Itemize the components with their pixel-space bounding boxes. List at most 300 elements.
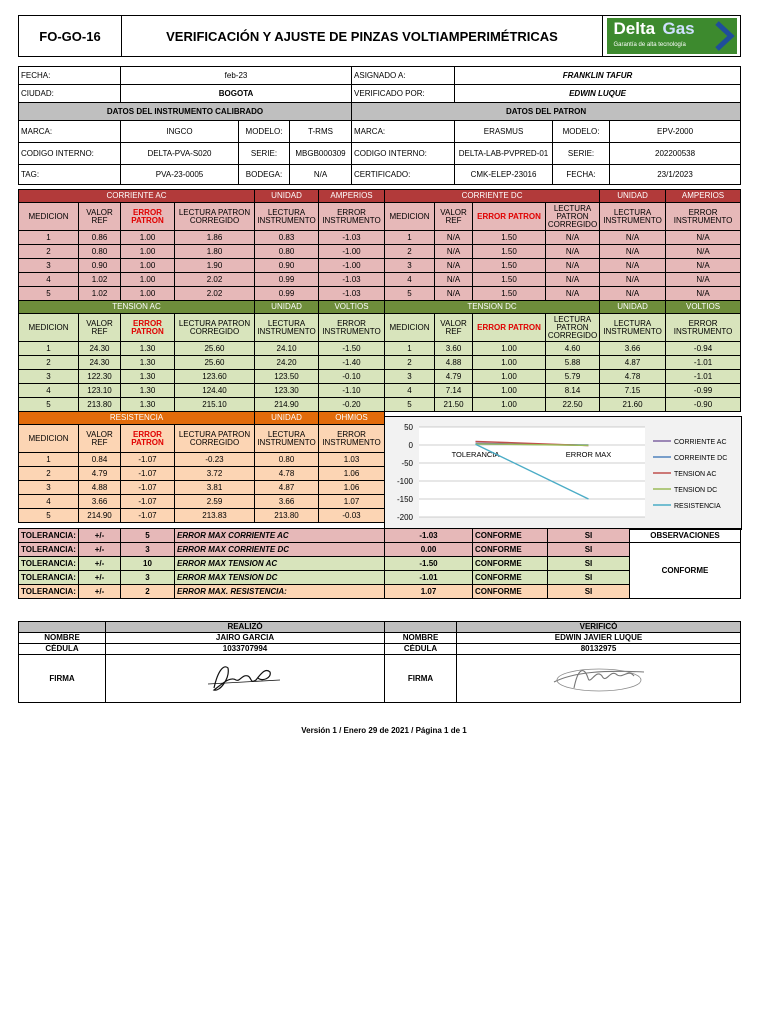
tension-left-row-1-cell: 25.60 [175,342,255,356]
corriente-left-row-2-cell: 1.00 [121,245,175,259]
marca-value: INGCO [121,121,239,143]
codigo-patron-label: CODIGO INTERNO: [352,143,455,165]
resistencia-left-row-5-cell: -1.07 [121,509,175,523]
resistencia-left-row-2-cell: -1.07 [121,467,175,481]
resistencia-left-row-2-cell: 3.72 [175,467,255,481]
corriente-right-row-4-cell: N/A [546,273,600,287]
modelo-value: T-RMS [290,121,352,143]
tension-right-row-2-cell: 4.88 [435,356,473,370]
corriente-right-row-2-cell: N/A [435,245,473,259]
company-logo [603,16,741,57]
tension-right-col-lectura_inst: LECTURA INSTRUMENTO [600,314,666,342]
tension-left-row-4-cell: 1.30 [121,384,175,398]
corriente-right-row-3-cell: N/A [666,259,741,273]
tolerance-value: 5 [121,529,175,543]
resistencia-left-row-4-cell: 2.59 [175,495,255,509]
corriente-right-row-2-cell: N/A [600,245,666,259]
tension-left-row-4-cell: 123.30 [255,384,319,398]
tension-right-col-error_patron: ERROR PATRON [473,314,546,342]
error-chart [384,416,742,530]
corriente-left-header: CORRIENTE AC [19,190,255,203]
resistencia-left-row-5-cell: -0.03 [319,509,385,523]
tolerance-description: ERROR MAX CORRIENTE DC [175,543,385,557]
tension-left-row-3-cell: 123.60 [175,370,255,384]
tolerance-conforme-label: CONFORME [473,529,548,543]
tension-left-row-5-cell: 214.90 [255,398,319,412]
tension-left-row-5-cell: 215.10 [175,398,255,412]
chart-ytick-label: -200 [396,513,413,522]
tolerance-si: SI [548,543,630,557]
tension-left-row-2-cell: -1.40 [319,356,385,370]
tension-left-row-4-cell: 124.40 [175,384,255,398]
signature-table [18,621,741,703]
corriente-left-row-3-cell: 1.90 [175,259,255,273]
tension-right-row-4-cell: 7.15 [600,384,666,398]
tension-right-row-1-cell: 1 [385,342,435,356]
tension-right-row-5-cell: 21.50 [435,398,473,412]
logo-slogan: Garantía de alta tecnología [613,42,686,48]
tension-left-row-3-cell: 1.30 [121,370,175,384]
tension-left-row-1-cell: 24.30 [79,342,121,356]
tension-left-row-5-cell: 213.80 [79,398,121,412]
resistencia-left-row-4-cell: 3.66 [79,495,121,509]
corriente-left-col-lectura_patron: LECTURA PATRON CORREGIDO [175,203,255,231]
resistencia-left-row-1-cell: 1.03 [319,453,385,467]
corriente-right-row-5-cell: N/A [546,287,600,301]
tension-left-row-2-cell: 24.20 [255,356,319,370]
certificado-value: CMK-ELEP-23016 [455,165,553,185]
bodega-value: N/A [290,165,352,185]
tension-left-row-1-cell: 24.10 [255,342,319,356]
marca-patron-label: MARCA: [352,121,455,143]
resistencia-left-col-error_inst: ERROR INSTRUMENTO [319,425,385,453]
chart-category-label: TOLERANCIA [451,450,500,459]
resistencia-left-row-4-cell: -1.07 [121,495,175,509]
corriente-right-row-1-cell: 1 [385,231,435,245]
tension-left-row-2-cell: 1.30 [121,356,175,370]
nombre-value-2: EDWIN JAVIER LUQUE [457,633,741,644]
chart-ytick-label: 50 [404,423,413,432]
tolerance-conforme-label: CONFORME [473,543,548,557]
tolerance-si: SI [548,529,630,543]
chart-legend-label: TENSION DC [674,487,718,494]
modelo-label: MODELO: [239,121,290,143]
tolerance-label: TOLERANCIA: [19,529,79,543]
fecha-value: feb-23 [121,67,352,85]
signature-image-2 [544,658,654,698]
tension-right-col-lectura_patron: LECTURA PATRON CORREGIDO [546,314,600,342]
resistencia-left-row-1-cell: -0.23 [175,453,255,467]
tension-right-row-5-cell: 21.60 [600,398,666,412]
tension-right-row-3-cell: -1.01 [666,370,741,384]
tension-left-header: TENSION AC [19,301,255,314]
tension-left-row-1-cell: 1 [19,342,79,356]
tension-right-row-1-cell: -0.94 [666,342,741,356]
firma-signature-1 [106,655,385,703]
corriente-right-row-5-cell: N/A [666,287,741,301]
certificado-label: CERTIFICADO: [352,165,455,185]
chart-legend-label: CORRIENTE AC [674,439,727,446]
modelo-patron-value: EPV-2000 [610,121,741,143]
realizo-header: REALIZÓ [106,622,385,633]
tension-left-row-4-cell: 123.10 [79,384,121,398]
chart-svg [385,417,741,529]
corriente-right-row-5-cell: N/A [435,287,473,301]
tension-right-row-1-cell: 1.00 [473,342,546,356]
ciudad-label: CIUDAD: [19,85,121,103]
tolerance-label: TOLERANCIA: [19,585,79,599]
tolerance-value: 10 [121,557,175,571]
asignado-value: FRANKLIN TAFUR [455,67,741,85]
tension-left-col-error_inst: ERROR INSTRUMENTO [319,314,385,342]
tension-right-row-4-cell: -0.99 [666,384,741,398]
corriente-right-row-1-cell: 1.50 [473,231,546,245]
corriente-left-row-2-cell: 1.80 [175,245,255,259]
corriente-right-col-valor_ref: VALOR REF [435,203,473,231]
serie-patron-value: 202200538 [610,143,741,165]
tension-right-row-5-cell: -0.90 [666,398,741,412]
tension-left-col-error_patron: ERROR PATRON [121,314,175,342]
corriente-left-row-1-cell: 0.83 [255,231,319,245]
firma-signature-2 [457,655,741,703]
tension-right-row-4-cell: 1.00 [473,384,546,398]
tolerance-value: 2 [121,585,175,599]
corriente-right-row-2-cell: N/A [546,245,600,259]
tag-value: PVA-23-0005 [121,165,239,185]
tension-left-row-5-cell: -0.20 [319,398,385,412]
tension-unit-right: VOLTIOS [666,301,741,314]
marca-patron-value: ERASMUS [455,121,553,143]
tension-right-row-4-cell: 8.14 [546,384,600,398]
logo-text-gas: Gas [662,19,695,38]
corriente-left-row-3-cell: 0.90 [79,259,121,273]
tolerance-plusminus: +/- [79,585,121,599]
resistencia-left-row-3-cell: 3 [19,481,79,495]
chart-ytick-label: -150 [396,495,413,504]
corriente-left-row-4-cell: 0.99 [255,273,319,287]
resistencia-left-row-3-cell: 1.06 [319,481,385,495]
tension-left-row-1-cell: -1.50 [319,342,385,356]
tension-left-row-2-cell: 24.30 [79,356,121,370]
tension-left-row-3-cell: 123.50 [255,370,319,384]
tension-unidad-label: UNIDAD [255,301,319,314]
tension-right-row-2-cell: 1.00 [473,356,546,370]
tension-left-row-4-cell: 4 [19,384,79,398]
page-footer: Versión 1 / Enero 29 de 2021 / Página 1 de 1 [301,726,467,735]
resistencia-left-row-3-cell: 3.81 [175,481,255,495]
corriente-left-row-3-cell: 1.00 [121,259,175,273]
ciudad-value: BOGOTA [121,85,352,103]
tolerance-error-max: 0.00 [385,543,473,557]
tension-left-col-lectura_patron: LECTURA PATRON CORREGIDO [175,314,255,342]
resistencia-left-header: RESISTENCIA [19,412,255,425]
corriente-unidad-label: UNIDAD [255,190,319,203]
tension-right-col-medicion: MEDICION [385,314,435,342]
tolerance-plusminus: +/- [79,557,121,571]
corriente-right-row-3-cell: N/A [435,259,473,273]
resistencia-left-row-3-cell: -1.07 [121,481,175,495]
tolerance-error-max: 1.07 [385,585,473,599]
datos-instrumento-header: DATOS DEL INSTRUMENTO CALIBRADO [19,103,352,121]
codigo-value: DELTA-PVA-S020 [121,143,239,165]
tolerance-plusminus: +/- [79,529,121,543]
form-code: FO-GO-16 [19,16,122,57]
corriente-right-row-1-cell: N/A [435,231,473,245]
corriente-right-row-4-cell: N/A [435,273,473,287]
datos-patron-header: DATOS DEL PATRON [352,103,741,121]
tension-unit-left: VOLTIOS [319,301,385,314]
corriente-right-row-2-cell: 2 [385,245,435,259]
resistencia-left-row-2-cell: 1.06 [319,467,385,481]
resistencia-left-row-5-cell: 214.90 [79,509,121,523]
corriente-left-row-2-cell: -1.00 [319,245,385,259]
tension-right-row-1-cell: 3.66 [600,342,666,356]
tension-left-row-3-cell: 3 [19,370,79,384]
corriente-right-row-2-cell: 1.50 [473,245,546,259]
resistencia-left-row-1-cell: 0.80 [255,453,319,467]
nombre-label-1: NOMBRE [19,633,106,644]
tension-left-row-4-cell: -1.10 [319,384,385,398]
corriente-left-row-5-cell: 5 [19,287,79,301]
chart-legend-label: TENSION AC [674,471,717,478]
tolerance-conforme-label: CONFORME [473,571,548,585]
tolerance-label: TOLERANCIA: [19,557,79,571]
nombre-label-2: NOMBRE [385,633,457,644]
tolerance-plusminus: +/- [79,543,121,557]
tension-right-row-5-cell: 1.00 [473,398,546,412]
resistencia-left-row-1-cell: 0.84 [79,453,121,467]
corriente-left-row-5-cell: -1.03 [319,287,385,301]
tension-left-row-5-cell: 5 [19,398,79,412]
resistencia-left-row-4-cell: 4 [19,495,79,509]
corriente-left-row-1-cell: 1.86 [175,231,255,245]
firma-label-1: FIRMA [19,655,106,703]
bodega-label: BODEGA: [239,165,290,185]
tolerance-value: 3 [121,543,175,557]
resistencia-left-row-1-cell: -1.07 [121,453,175,467]
tolerance-plusminus: +/- [79,571,121,585]
tension-right-row-2-cell: 5.88 [546,356,600,370]
corriente-right-row-3-cell: N/A [546,259,600,273]
fecha-patron-value: 23/1/2023 [610,165,741,185]
corriente-left-row-1-cell: 1.00 [121,231,175,245]
tension-right-row-3-cell: 5.79 [546,370,600,384]
corriente-left-row-3-cell: 3 [19,259,79,273]
corriente-left-row-3-cell: -1.00 [319,259,385,273]
corriente-right-row-4-cell: N/A [666,273,741,287]
cedula-label-2: CÉDULA [385,644,457,655]
tolerance-error-max: -1.03 [385,529,473,543]
serie-patron-label: SERIE: [553,143,610,165]
corriente-unidad-label-right: UNIDAD [600,190,666,203]
nombre-value-1: JAIRO GARCIA [106,633,385,644]
resistencia-left-row-2-cell: 2 [19,467,79,481]
tolerance-si: SI [548,571,630,585]
codigo-label: CODIGO INTERNO: [19,143,121,165]
corriente-left-col-valor_ref: VALOR REF [79,203,121,231]
tension-right-row-5-cell: 5 [385,398,435,412]
corriente-right-row-4-cell: 1.50 [473,273,546,287]
tension-right-row-4-cell: 7.14 [435,384,473,398]
corriente-right-row-3-cell: 3 [385,259,435,273]
resistencia-left-col-error_patron: ERROR PATRON [121,425,175,453]
corriente-left-row-4-cell: 1.00 [121,273,175,287]
resistencia-left-row-3-cell: 4.87 [255,481,319,495]
resistencia-left-row-4-cell: 3.66 [255,495,319,509]
resistencia-unit-left: OHMIOS [319,412,385,425]
tension-left-col-valor_ref: VALOR REF [79,314,121,342]
tolerance-conforme-label: CONFORME [473,557,548,571]
logo-arrow-icon [713,21,735,51]
corriente-unit-left: AMPERIOS [319,190,385,203]
tension-right-col-valor_ref: VALOR REF [435,314,473,342]
serie-value: MBGB000309 [290,143,352,165]
corriente-right-row-4-cell: 4 [385,273,435,287]
corriente-right-col-medicion: MEDICION [385,203,435,231]
chart-ytick-label: 0 [408,441,413,450]
tension-left-row-1-cell: 1.30 [121,342,175,356]
corriente-left-row-5-cell: 0.99 [255,287,319,301]
tolerance-si: SI [548,557,630,571]
tension-left-col-medicion: MEDICION [19,314,79,342]
corriente-right-row-5-cell: N/A [600,287,666,301]
corriente-unit-right: AMPERIOS [666,190,741,203]
tension-right-col-error_inst: ERROR INSTRUMENTO [666,314,741,342]
resistencia-left-col-medicion: MEDICION [19,425,79,453]
corriente-left-col-lectura_inst: LECTURA INSTRUMENTO [255,203,319,231]
firma-label-2: FIRMA [385,655,457,703]
tension-left-col-lectura_inst: LECTURA INSTRUMENTO [255,314,319,342]
verificado-label: VERIFICADO POR: [352,85,455,103]
tension-left-row-5-cell: 1.30 [121,398,175,412]
corriente-left-row-2-cell: 2 [19,245,79,259]
corriente-right-col-error_inst: ERROR INSTRUMENTO [666,203,741,231]
corriente-right-row-1-cell: N/A [600,231,666,245]
resistencia-left-row-5-cell: 213.80 [255,509,319,523]
corriente-left-row-3-cell: 0.90 [255,259,319,273]
resistencia-left-row-4-cell: 1.07 [319,495,385,509]
resistencia-left-col-lectura_patron: LECTURA PATRON CORREGIDO [175,425,255,453]
tension-right-row-2-cell: -1.01 [666,356,741,370]
tolerance-description: ERROR MAX TENSION AC [175,557,385,571]
cedula-value-1: 1033707994 [106,644,385,655]
asignado-label: ASIGNADO A: [352,67,455,85]
corriente-left-col-error_inst: ERROR INSTRUMENTO [319,203,385,231]
tolerance-error-max: -1.50 [385,557,473,571]
tolerance-label: TOLERANCIA: [19,543,79,557]
tolerance-table [18,528,741,599]
resistencia-left-row-2-cell: 4.79 [79,467,121,481]
corriente-left-row-2-cell: 0.80 [255,245,319,259]
corriente-right-row-5-cell: 1.50 [473,287,546,301]
corriente-left-col-error_patron: ERROR PATRON [121,203,175,231]
corriente-left-row-4-cell: 1.02 [79,273,121,287]
tolerance-label: TOLERANCIA: [19,571,79,585]
tension-left-row-2-cell: 25.60 [175,356,255,370]
modelo-patron-label: MODELO: [553,121,610,143]
chart-ytick-label: -100 [396,477,413,486]
resistencia-left-col-lectura_inst: LECTURA INSTRUMENTO [255,425,319,453]
corriente-left-row-1-cell: 0.86 [79,231,121,245]
corriente-left-row-1-cell: -1.03 [319,231,385,245]
corriente-right-row-1-cell: N/A [666,231,741,245]
tension-right-row-3-cell: 3 [385,370,435,384]
cedula-value-2: 80132975 [457,644,741,655]
tolerance-description: ERROR MAX TENSION DC [175,571,385,585]
tension-right-row-3-cell: 4.79 [435,370,473,384]
corriente-right-col-lectura_patron: LECTURA PATRON CORREGIDO [546,203,600,231]
corriente-right-header: CORRIENTE DC [385,190,600,203]
fecha-patron-label: FECHA: [553,165,610,185]
tension-right-row-1-cell: 3.60 [435,342,473,356]
form-title: VERIFICACIÓN Y AJUSTE DE PINZAS VOLTIAMPERIMÉTRICAS [122,16,603,57]
codigo-patron-value: DELTA-LAB-PVPRED-01 [455,143,553,165]
tension-right-row-5-cell: 22.50 [546,398,600,412]
corriente-left-row-2-cell: 0.80 [79,245,121,259]
verifico-header: VERIFICÓ [457,622,741,633]
tension-unidad-label-right: UNIDAD [600,301,666,314]
corriente-right-row-4-cell: N/A [600,273,666,287]
header-table [18,15,741,57]
tolerance-description: ERROR MAX. RESISTENCIA: [175,585,385,599]
corriente-right-row-5-cell: 5 [385,287,435,301]
resistencia-left-row-2-cell: 4.78 [255,467,319,481]
marca-label: MARCA: [19,121,121,143]
tension-left-row-3-cell: 122.30 [79,370,121,384]
tension-left-row-2-cell: 2 [19,356,79,370]
tolerance-value: 3 [121,571,175,585]
info-table [18,66,741,185]
resistencia-left-row-5-cell: 213.83 [175,509,255,523]
corriente-left-row-4-cell: 4 [19,273,79,287]
fecha-label: FECHA: [19,67,121,85]
chart-ytick-label: -50 [401,459,413,468]
chart-category-label: ERROR MAX [565,450,612,459]
verificado-value: EDWIN LUQUE [455,85,741,103]
corriente-right-col-error_patron: ERROR PATRON [473,203,546,231]
tension-right-row-3-cell: 4.78 [600,370,666,384]
tension-right-row-4-cell: 4 [385,384,435,398]
chart-legend-label: RESISTENCIA [674,503,721,510]
resistencia-unidad-label: UNIDAD [255,412,319,425]
logo-text-delta: Delta [613,19,656,38]
corriente-right-col-lectura_inst: LECTURA INSTRUMENTO [600,203,666,231]
corriente-left-row-5-cell: 2.02 [175,287,255,301]
tension-right-row-2-cell: 2 [385,356,435,370]
tolerance-conforme-label: CONFORME [473,585,548,599]
tag-label: TAG: [19,165,121,185]
chart-legend-label: CORREINTE DC [674,455,728,462]
corriente-right-row-3-cell: N/A [600,259,666,273]
observaciones-header: OBSERVACIONES [630,529,741,543]
tension-right-row-1-cell: 4.60 [546,342,600,356]
corriente-left-row-1-cell: 1 [19,231,79,245]
cedula-label-1: CÉDULA [19,644,106,655]
corriente-left-row-4-cell: -1.03 [319,273,385,287]
corriente-left-row-5-cell: 1.02 [79,287,121,301]
corriente-right-row-1-cell: N/A [546,231,600,245]
resistencia-left-row-3-cell: 4.88 [79,481,121,495]
corriente-left-row-5-cell: 1.00 [121,287,175,301]
resistencia-left-col-valor_ref: VALOR REF [79,425,121,453]
tolerance-error-max: -1.01 [385,571,473,585]
corriente-right-row-2-cell: N/A [666,245,741,259]
signature-image-1 [200,658,290,698]
resistencia-left-row-5-cell: 5 [19,509,79,523]
tension-right-row-2-cell: 4.87 [600,356,666,370]
serie-label: SERIE: [239,143,290,165]
corriente-right-row-3-cell: 1.50 [473,259,546,273]
